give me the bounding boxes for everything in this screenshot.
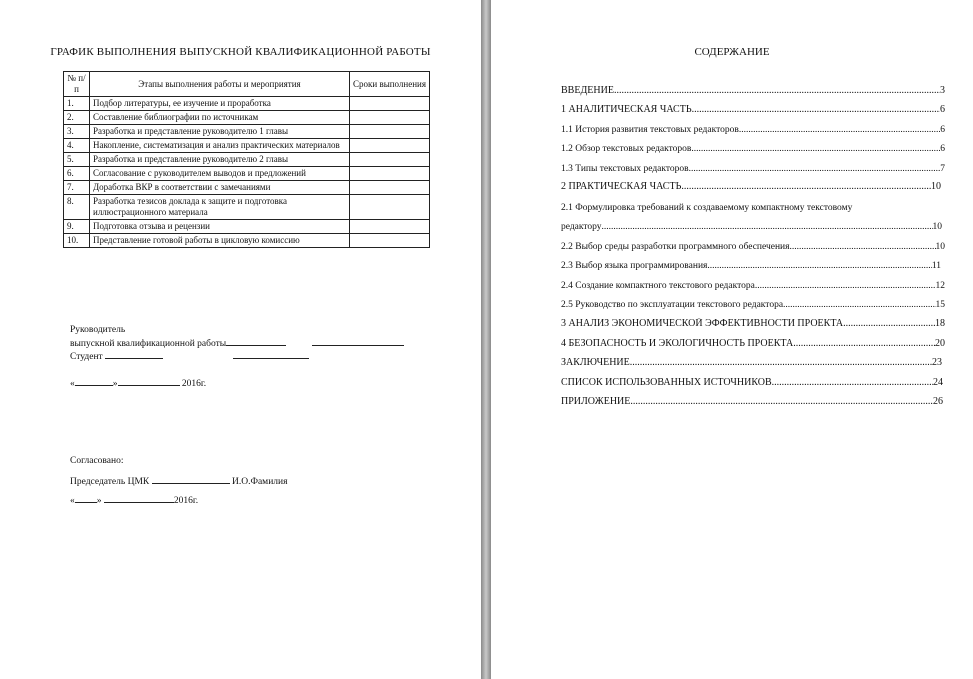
toc-page: 6 [940, 125, 945, 135]
toc-page: 18 [935, 318, 945, 329]
toc-label: ПРИЛОЖЕНИЕ [561, 396, 631, 407]
toc-label: 4 БЕЗОПАСНОСТЬ И ЭКОЛОГИЧНОСТЬ ПРОЕКТА [561, 338, 794, 349]
chair-label: Председатель ЦМК [70, 477, 150, 487]
toc-leader [790, 241, 936, 253]
toc-entry[interactable] [561, 377, 943, 389]
toc-entry[interactable] [561, 143, 945, 155]
toc-label: СПИСОК ИСПОЛЬЗОВАННЫХ ИСТОЧНИКОВ [561, 377, 772, 388]
toc-label: 1.3 Типы текстовых редакторов [561, 164, 689, 174]
agreed-label: Согласовано: [70, 456, 124, 466]
row-stage: Подбор литературы, ее изучение и проработка [90, 97, 350, 111]
supervisor-name-line [312, 336, 404, 346]
page-gap [481, 0, 491, 679]
contents-title: СОДЕРЖАНИЕ [694, 46, 770, 58]
date-close-quote: » [112, 379, 118, 389]
toc-entry[interactable] [561, 357, 942, 369]
toc-entry[interactable] [561, 318, 945, 330]
toc-label-cont: редактору [561, 222, 602, 232]
row-deadline [350, 220, 430, 234]
toc-label: ЗАКЛЮЧЕНИЕ [561, 357, 630, 368]
toc-page: 12 [935, 281, 945, 291]
row-number: 2. [64, 111, 90, 125]
toc-page: 24 [933, 377, 943, 388]
table-row [64, 153, 430, 167]
row-number: 4. [64, 139, 90, 153]
table-row [64, 195, 430, 220]
row-stage: Доработка ВКР в соответствии с замечаниями [90, 181, 350, 195]
toc-leader [772, 377, 933, 389]
toc-entry[interactable] [561, 85, 945, 97]
toc-page: 3 [940, 85, 945, 96]
chair-date-row [70, 493, 198, 507]
row-deadline [350, 139, 430, 153]
row-number: 1. [64, 97, 90, 111]
toc-entry-line2[interactable] [561, 221, 942, 233]
student-signature-line [105, 349, 163, 359]
row-number: 6. [64, 167, 90, 181]
toc-leader [602, 221, 933, 233]
toc-leader [630, 357, 932, 369]
toc-label: 2.2 Выбор среды разработки программного обеспечения [561, 242, 790, 252]
toc-entry[interactable] [561, 396, 943, 408]
row-stage: Разработка и представление руководителю 1 главы [90, 125, 350, 139]
toc-label: 3 АНАЛИЗ ЭКОНОМИЧЕСКОЙ ЭФФЕКТИВНОСТИ ПРОЕКТА [561, 318, 844, 329]
toc-leader [755, 280, 936, 292]
toc-leader [689, 163, 941, 175]
row-stage: Подготовка отзыва и рецензии [90, 220, 350, 234]
toc-page: 10 [932, 222, 942, 232]
toc-page: 26 [933, 396, 943, 407]
row-stage: Накопление, систематизация и анализ практических материалов [90, 139, 350, 153]
chair-date-month-line [104, 493, 174, 503]
header-deadline: Сроки выполнения [350, 72, 430, 97]
date-row [70, 376, 206, 390]
table-row [64, 125, 430, 139]
toc-leader [692, 104, 940, 116]
right-document-page [491, 0, 973, 679]
table-row [64, 139, 430, 153]
toc-label: 2.5 Руководство по эксплуатации текстового редактора [561, 300, 784, 310]
row-deadline [350, 97, 430, 111]
schedule-table [63, 71, 430, 248]
row-stage: Согласование с руководителем выводов и предложений [90, 167, 350, 181]
row-deadline [350, 125, 430, 139]
toc-label: 1 АНАЛИТИЧЕСКАЯ ЧАСТЬ [561, 104, 692, 115]
chair-signature-line [152, 474, 230, 484]
toc-entry[interactable] [561, 338, 945, 350]
toc-entry[interactable] [561, 124, 945, 136]
date-month-line [118, 376, 180, 386]
row-stage: Разработка тезисов доклада к защите и подготовка иллюстрационного материала [90, 195, 350, 220]
table-row [64, 234, 430, 248]
chair-date-close-quote: » [96, 496, 102, 506]
row-number: 8. [64, 195, 90, 220]
toc-page: 11 [931, 261, 941, 271]
chair-name: И.О.Фамилия [231, 477, 288, 487]
table-row [64, 97, 430, 111]
row-deadline [350, 234, 430, 248]
toc-label: 2.3 Выбор языка программирования [561, 261, 708, 271]
schedule-title: ГРАФИК ВЫПОЛНЕНИЯ ВЫПУСКНОЙ КВАЛИФИКАЦИОННОЙ РАБОТЫ [50, 46, 431, 58]
date-open-quote: « [70, 379, 75, 389]
row-deadline [350, 195, 430, 220]
supervisor-role-text: выпускной квалификационной работы [70, 339, 227, 349]
toc-page: 20 [935, 338, 945, 349]
toc-entry[interactable] [561, 260, 941, 272]
toc-page: 7 [940, 164, 945, 174]
row-stage: Представление готовой работы в цикловую комиссию [90, 234, 350, 248]
student-row [70, 349, 309, 363]
chair-row [70, 474, 287, 488]
toc-entry-line1[interactable] [561, 202, 945, 214]
header-number: № п/п [64, 72, 90, 97]
student-name-line [233, 349, 309, 359]
row-deadline [350, 111, 430, 125]
table-row [64, 220, 430, 234]
toc-label: 1.2 Обзор текстовых редакторов [561, 144, 692, 154]
toc-entry[interactable] [561, 280, 945, 292]
toc-label: 2.1 Формулировка требований к создаваемому компактному текстовому [561, 203, 853, 213]
toc-leader [783, 299, 935, 311]
toc-page: 10 [931, 181, 941, 192]
row-number: 9. [64, 220, 90, 234]
row-deadline [350, 153, 430, 167]
row-number: 10. [64, 234, 90, 248]
toc-leader [843, 318, 935, 330]
table-row [64, 181, 430, 195]
chair-date-open-quote: « [70, 496, 75, 506]
toc-page: 23 [932, 357, 942, 368]
date-day-line [75, 376, 113, 386]
toc-leader [793, 338, 935, 350]
toc-entry[interactable] [561, 163, 945, 175]
toc-label: 2 ПРАКТИЧЕСКАЯ ЧАСТЬ [561, 181, 682, 192]
row-stage: Разработка и представление руководителю 2 главы [90, 153, 350, 167]
table-header-row [64, 72, 430, 97]
toc-entry[interactable] [561, 104, 945, 116]
toc-page: 15 [935, 300, 945, 310]
supervisor-signature-line [226, 336, 286, 346]
toc-leader [614, 85, 940, 97]
toc-label: 1.1 История развития текстовых редакторов [561, 125, 739, 135]
toc-label: ВВЕДЕНИЕ [561, 85, 614, 96]
row-number: 3. [64, 125, 90, 139]
supervisor-role [70, 336, 404, 350]
toc-entry[interactable] [561, 181, 941, 193]
toc-page: 6 [940, 144, 945, 154]
chair-date-year: 2016г. [173, 496, 199, 506]
toc-leader [630, 396, 933, 408]
row-number: 5. [64, 153, 90, 167]
toc-leader [691, 143, 940, 155]
toc-page: 10 [935, 242, 945, 252]
table-row [64, 111, 430, 125]
toc-leader [681, 181, 931, 193]
student-label: Студент [70, 352, 103, 362]
left-document-page [0, 0, 481, 679]
row-deadline [350, 181, 430, 195]
chair-date-day-line [75, 493, 97, 503]
table-row [64, 167, 430, 181]
toc-entry[interactable] [561, 299, 945, 311]
row-number: 7. [64, 181, 90, 195]
header-stage: Этапы выполнения работы и мероприятия [90, 72, 350, 97]
toc-leader [707, 260, 931, 272]
toc-leader [739, 124, 940, 136]
row-deadline [350, 167, 430, 181]
row-stage: Составление библиографии по источникам [90, 111, 350, 125]
date-year: 2016г. [181, 379, 207, 389]
supervisor-label: Руководитель [70, 325, 126, 335]
toc-label: 2.4 Создание компактного текстового редактора [561, 281, 755, 291]
toc-page: 6 [940, 104, 945, 115]
toc-entry[interactable] [561, 241, 945, 253]
